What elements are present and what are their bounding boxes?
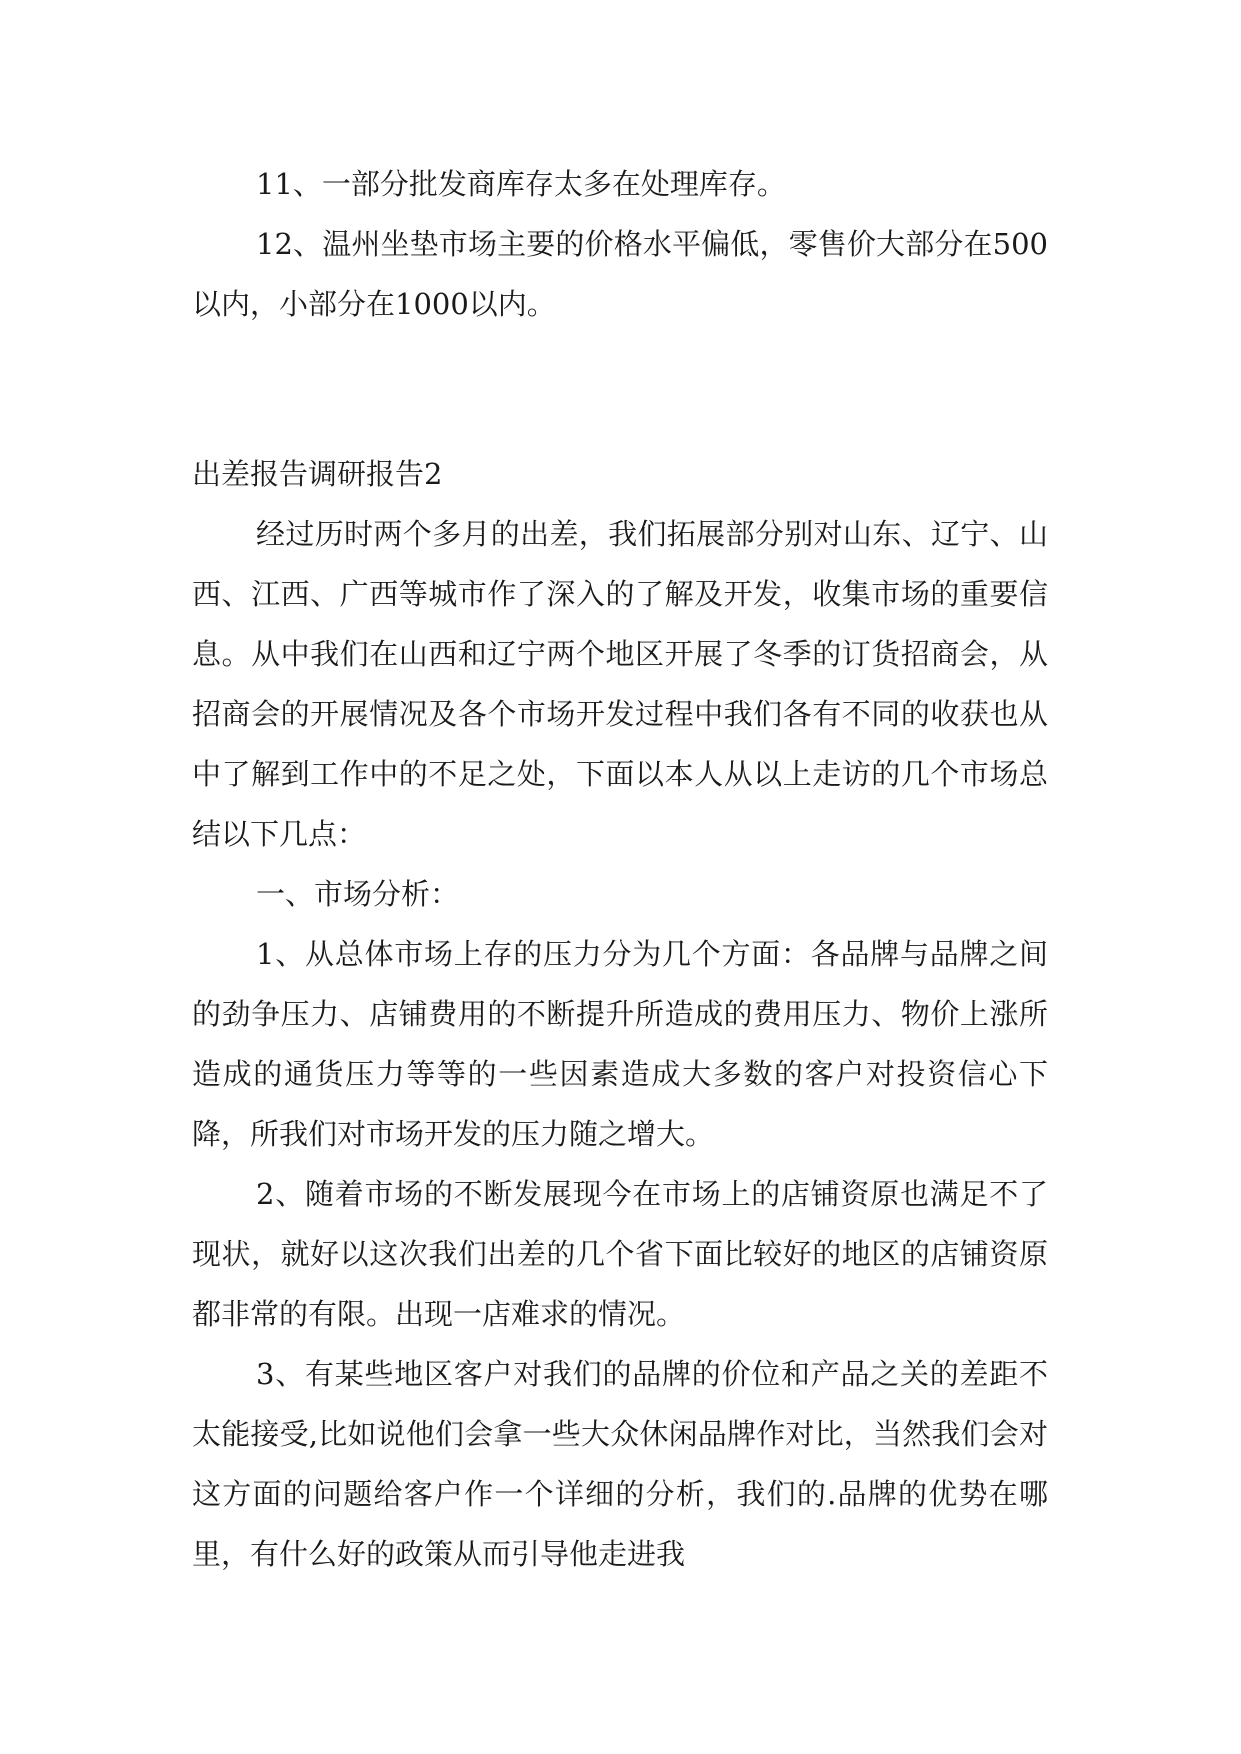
top-list bbox=[192, 154, 1048, 334]
paragraph-point-3: 3、有某些地区客户对我们的品牌的价位和产品之关的差距不太能接受,比如说他们会拿一些大众休闲品牌作对比，当然我们会对这方面的问题给客户作一个详细的分析，我们的.品牌的优势在哪里，有什么好的政策从而引导他走进我 bbox=[192, 1357, 1048, 1571]
paragraph-intro: 经过历时两个多月的出差，我们拓展部分别对山东、辽宁、山西、江西、广西等城市作了深入的了解及开发，收集市场的重要信息。从中我们在山西和辽宁两个地区开展了冬季的订货招商会，从招商会的开展情况及各个市场开发过程中我们各有不同的收获也从中了解到工作中的不足之处，下面以本人从以上走访的几个市场总结以下几点： bbox=[192, 517, 1048, 851]
section-title: 出差报告调研报告2 bbox=[192, 457, 443, 491]
list-item-11: 11、一部分批发商库存太多在处理库存。 bbox=[256, 167, 786, 201]
report-section bbox=[192, 444, 1048, 1584]
paragraph-point-2: 2、随着市场的不断发展现今在市场上的店铺资原也满足不了现状，就好以这次我们出差的几个省下面比较好的地区的店铺资原都非常的有限。出现一店难求的情况。 bbox=[192, 1177, 1048, 1331]
paragraph-heading-market: 一、市场分析： bbox=[256, 877, 460, 911]
list-item-12: 12、温州坐垫市场主要的价格水平偏低，零售价大部分在500以内，小部分在1000以内。 bbox=[192, 227, 1048, 321]
paragraph-point-1: 1、从总体市场上存的压力分为几个方面：各品牌与品牌之间的劲争压力、店铺费用的不断提升所造成的费用压力、物价上涨所造成的通货压力等等的一些因素造成大多数的客户对投资信心下降，所我们对市场开发的压力随之增大。 bbox=[192, 937, 1048, 1151]
